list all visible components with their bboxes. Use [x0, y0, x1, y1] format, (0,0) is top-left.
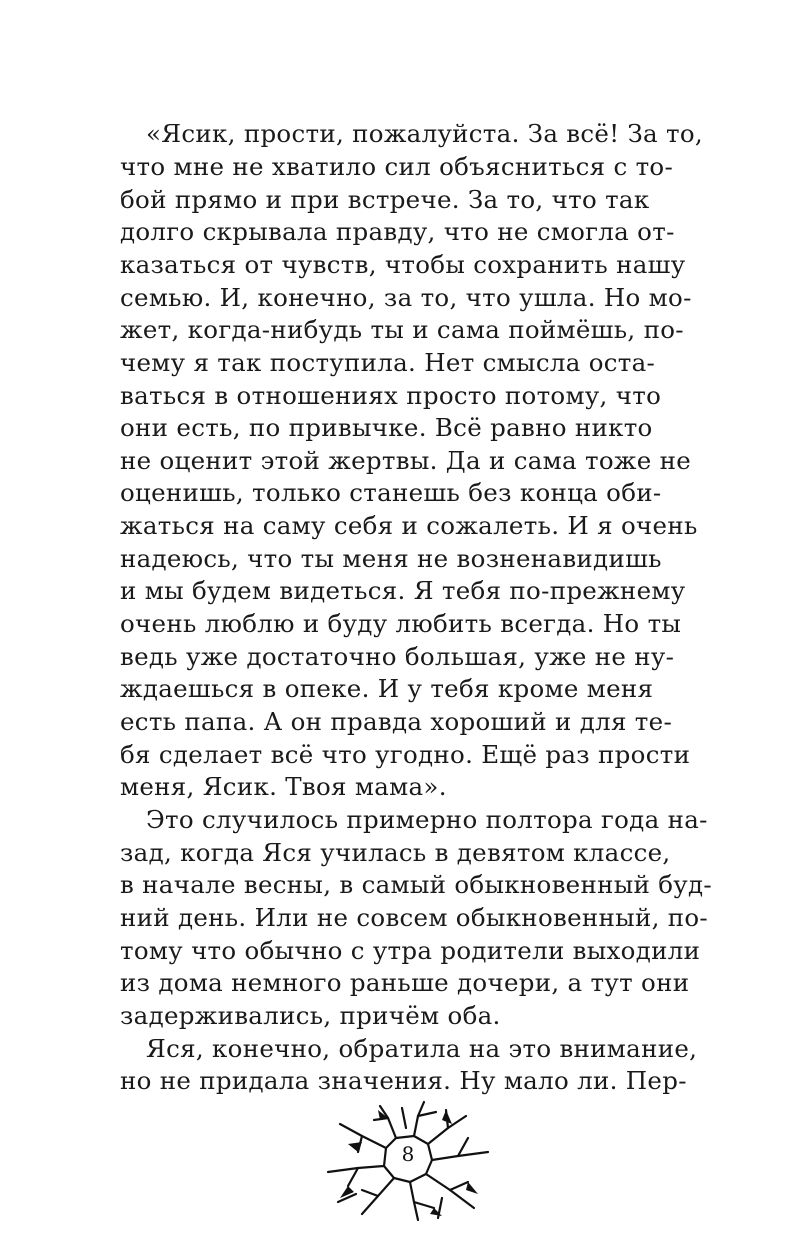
text-line: долго скрывала правду, что не смогла от- — [120, 217, 675, 246]
text-line: из дома немного раньше дочери, а тут они — [120, 968, 690, 997]
text-line: чему я так поступила. Нет смысла оста- — [120, 348, 656, 377]
text-line: ний день. Или не совсем обыкновенный, по- — [120, 903, 709, 932]
page-folio — [318, 1098, 498, 1224]
text-line: бой прямо и при встрече. За то, что так — [120, 185, 650, 214]
text-line: жет, когда-нибудь ты и сама поймёшь, по- — [120, 315, 684, 344]
text-line: ваться в отношениях просто потому, что — [120, 381, 662, 410]
text-line: что мне не хватило сил объясниться с то- — [120, 152, 674, 181]
text-line: Это случилось примерно полтора года на- — [146, 805, 708, 834]
text-line: меня, Ясик. Твоя мама». — [120, 772, 447, 801]
page-number: 8 — [401, 1142, 415, 1166]
text-line: Яся, конечно, обратила на это внимание, — [146, 1034, 698, 1063]
text-line: и мы будем видеться. Я тебя по-прежнему — [120, 576, 686, 605]
text-line: тому что обычно с утра родители выходили — [120, 936, 701, 965]
text-line: в начале весны, в самый обыкновенный буд- — [120, 870, 712, 899]
text-line: не оценит этой жертвы. Да и сама тоже не — [120, 446, 692, 475]
text-line: зад, когда Яся училась в девятом классе, — [120, 838, 671, 867]
text-line: «Ясик, прости, пожалуйста. За всё! За то, — [146, 119, 704, 148]
text-line: жаться на саму себя и сожалеть. И я очень — [120, 511, 698, 540]
text-line: есть папа. А он правда хороший и для те- — [120, 707, 673, 736]
text-line: оценишь, только станешь без конца оби- — [120, 478, 662, 507]
text-line: семью. И, конечно, за то, что ушла. Но мо- — [120, 283, 692, 312]
text-line: они есть, по привычке. Всё равно никто — [120, 413, 653, 442]
text-line: казаться от чувств, чтобы сохранить нашу — [120, 250, 686, 279]
text-line: ждаешься в опеке. И у тебя кроме меня — [120, 674, 654, 703]
text-line: но не придала значения. Ну мало ли. Пер- — [120, 1066, 687, 1095]
text-line: бя сделает всё что угодно. Ещё раз прости — [120, 740, 691, 769]
text-line: задерживались, причём оба. — [120, 1001, 501, 1030]
text-line: очень люблю и буду любить всегда. Но ты — [120, 609, 682, 638]
text-line: надеюсь, что ты меня не возненавидишь — [120, 544, 662, 573]
text-line: ведь уже достаточно большая, уже не ну- — [120, 642, 675, 671]
